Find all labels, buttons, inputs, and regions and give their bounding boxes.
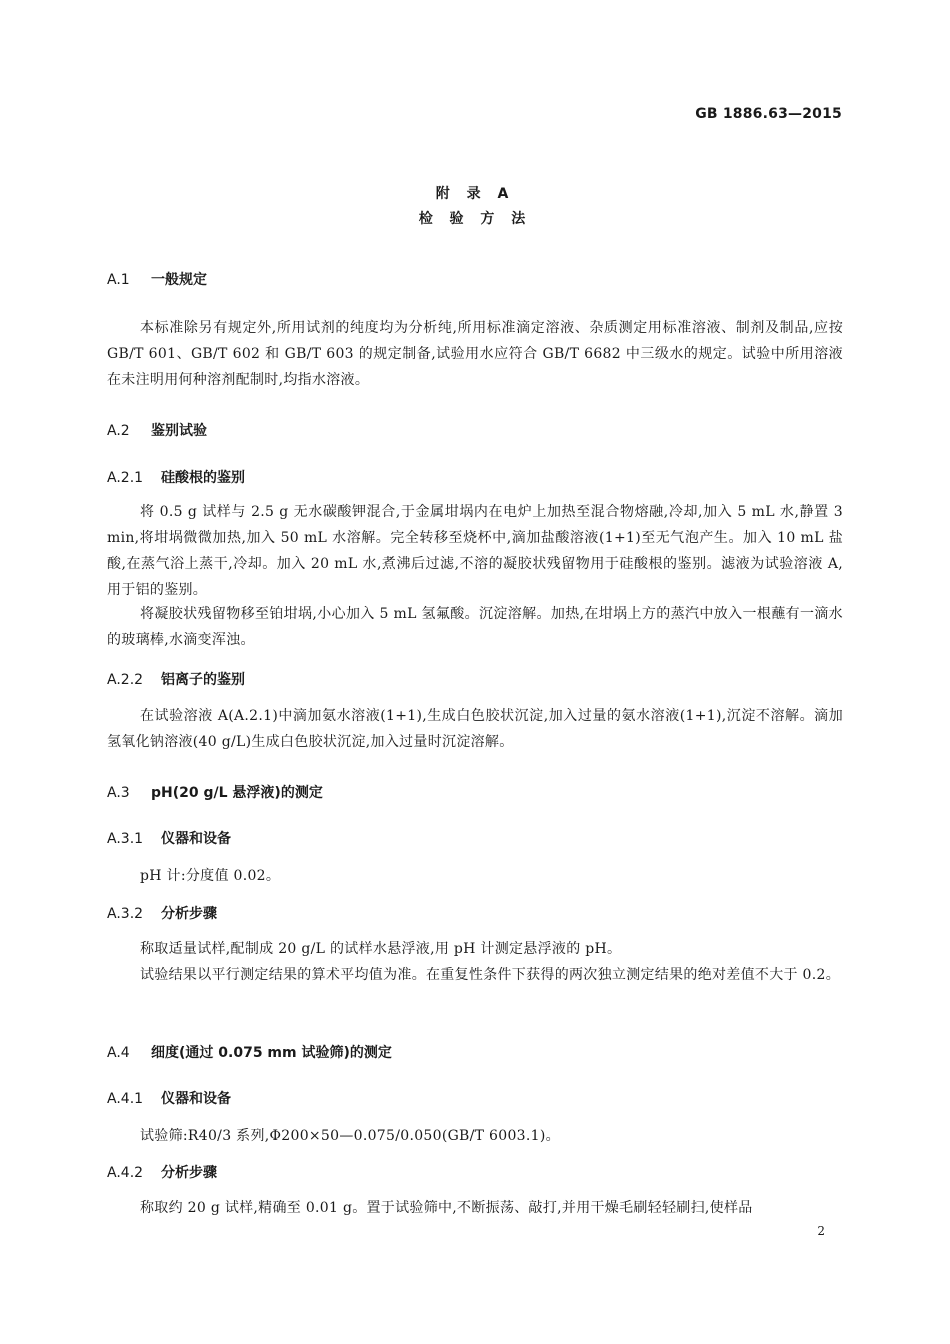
page-number: 2	[817, 1224, 825, 1238]
section-title: 仪器和设备	[161, 1091, 231, 1107]
paragraph-a3-2-2: 试验结果以平行测定结果的算术平均值为准。在重复性条件下获得的两次独立测定结果的绝对差值不大于 0.2。	[140, 967, 841, 983]
section-heading-a1	[107, 269, 207, 289]
section-heading-a4	[107, 1042, 392, 1062]
section-heading-a3-2	[107, 903, 217, 923]
section-number: A.3	[107, 785, 130, 801]
appendix-subtitle: 检 验 方 法	[418, 211, 532, 227]
section-heading-a3	[107, 782, 323, 802]
section-heading-a2-1	[107, 467, 245, 487]
paragraph-a2-2-1: 在试验溶液 A(A.2.1)中滴加氨水溶液(1+1),生成白色胶状沉淀,加入过量的氨水溶液(1+1),沉淀不溶解。滴加氢氧化钠溶液(40 g/L)生成白色胶状沉淀,加入过量时沉淀溶解。	[107, 708, 843, 750]
section-title: 细度(通过 0.075 mm 试验筛)的测定	[151, 1045, 392, 1061]
paragraph-a4-1-1: 试验筛:R40/3 系列,Φ200×50—0.075/0.050(GB/T 6003.1)。	[140, 1128, 560, 1144]
section-title: 一般规定	[151, 272, 207, 288]
section-number: A.2.2	[107, 672, 144, 688]
section-title: 硅酸根的鉴别	[161, 470, 245, 486]
section-heading-a2	[107, 420, 207, 440]
paragraph-a1-1: 本标准除另有规定外,所用试剂的纯度均为分析纯,所用标准滴定溶液、杂质测定用标准溶液、制剂及制品,应按 GB/T 601、GB/T 602 和 GB/T 603 的规定制备,试验用水应符合 GB/T 6682 中三级水的规定。试验中所用溶液在未注明用何种溶剂配制时,均指水溶液。	[107, 320, 843, 388]
paragraph-a3-1-1: pH 计:分度值 0.02。	[140, 868, 281, 884]
section-number: A.4.2	[107, 1165, 144, 1181]
paragraph-a2-1-1: 将 0.5 g 试样与 2.5 g 无水碳酸钾混合,于金属坩埚内在电炉上加热至混合物熔融,冷却,加入 5 mL 水,静置 3 min,将坩埚微微加热,加入 50 mL 水溶解。完全转移至烧杯中,滴加盐酸溶液(1+1)至无气泡产生。加入 10 mL 盐酸,在蒸气浴上蒸干,冷却。加入 20 mL 水,煮沸后过滤,不溶的凝胶状残留物用于硅酸根的鉴别。滤液为试验溶液 A,用于铝的鉴别。	[107, 504, 843, 598]
section-number: A.2	[107, 423, 130, 439]
section-heading-a3-1	[107, 828, 231, 848]
section-number: A.1	[107, 272, 130, 288]
section-number: A.4	[107, 1045, 130, 1061]
section-title: 仪器和设备	[161, 831, 231, 847]
section-title: 分析步骤	[161, 1165, 217, 1181]
section-number: A.3.1	[107, 831, 144, 847]
section-title: 铝离子的鉴别	[161, 672, 245, 688]
section-heading-a4-1	[107, 1088, 231, 1108]
section-number: A.4.1	[107, 1091, 144, 1107]
section-title: 分析步骤	[161, 906, 217, 922]
standard-code: GB 1886.63—2015	[695, 106, 842, 122]
paragraph-a2-1-2: 将凝胶状残留物移至铂坩埚,小心加入 5 mL 氢氟酸。沉淀溶解。加热,在坩埚上方的蒸汽中放入一根蘸有一滴水的玻璃棒,水滴变浑浊。	[107, 606, 843, 648]
section-heading-a4-2	[107, 1162, 217, 1182]
section-number: A.2.1	[107, 470, 144, 486]
section-title: pH(20 g/L 悬浮液)的测定	[151, 785, 323, 801]
section-heading-a2-2	[107, 669, 245, 689]
section-number: A.3.2	[107, 906, 144, 922]
paragraph-a4-2-1: 称取约 20 g 试样,精确至 0.01 g。置于试验筛中,不断振荡、敲打,并用干燥毛刷轻轻刷扫,使样品	[140, 1200, 753, 1216]
paragraph-a3-2-1: 称取适量试样,配制成 20 g/L 的试样水悬浮液,用 pH 计测定悬浮液的 pH。	[140, 941, 622, 957]
appendix-title: 附 录 A	[435, 186, 515, 202]
section-title: 鉴别试验	[151, 423, 207, 439]
